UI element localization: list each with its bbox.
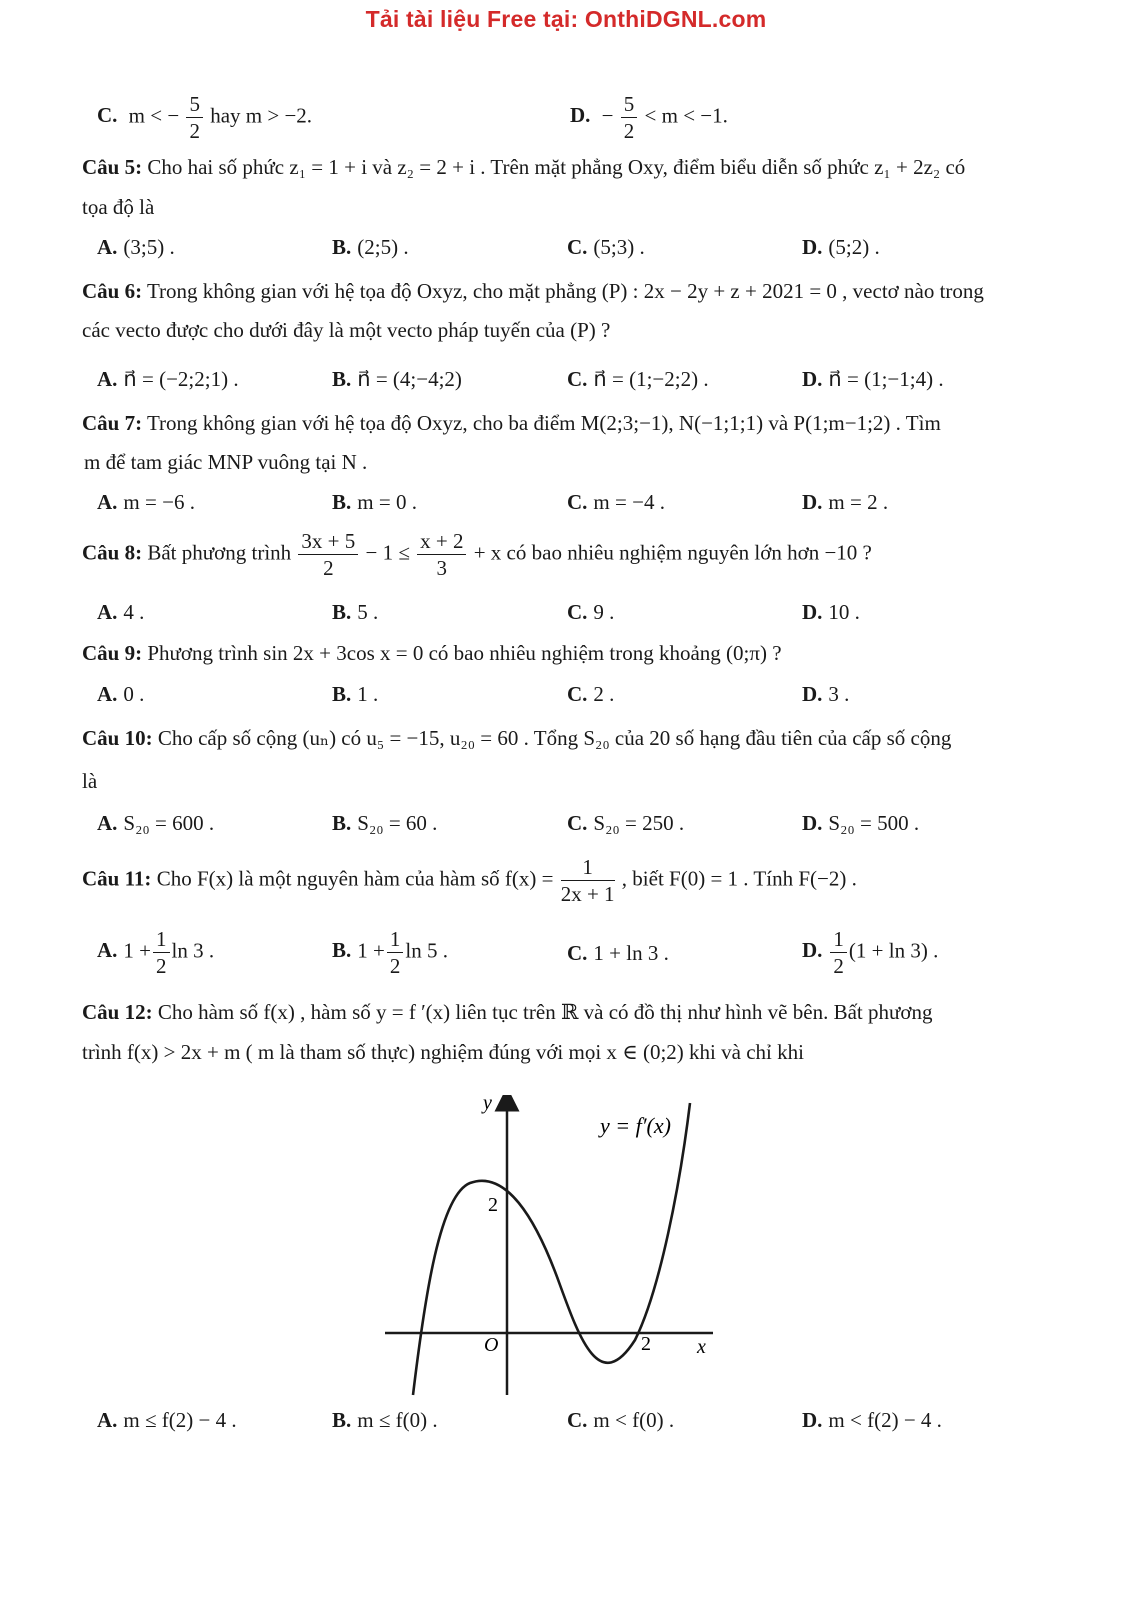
- option-a: [97, 1410, 237, 1431]
- option-b: [332, 813, 437, 834]
- option-a: [97, 369, 239, 390]
- option-c: [567, 813, 684, 834]
- option-text: (5;3) .: [593, 235, 645, 259]
- option-d: [802, 602, 860, 623]
- fraction: [417, 530, 466, 579]
- question-number: Câu 5:: [82, 155, 143, 179]
- option-label: C.: [97, 103, 118, 128]
- option-label: A.: [97, 1408, 118, 1432]
- option-text: 1 .: [357, 682, 379, 706]
- option-label: B.: [332, 938, 352, 963]
- option-d: [802, 1410, 942, 1431]
- option-label: B.: [332, 600, 352, 624]
- question-stem: [82, 643, 1057, 664]
- option-label: C.: [567, 941, 588, 965]
- option-text: (3;5) .: [123, 235, 175, 259]
- question-number: Câu 10:: [82, 726, 153, 750]
- option-label: B.: [332, 811, 352, 835]
- y-axis-label: y: [483, 1095, 492, 1114]
- fraction: [153, 928, 170, 977]
- fraction-denominator: 2: [323, 556, 334, 581]
- option-b: [332, 602, 378, 623]
- option-c: [567, 1410, 674, 1431]
- option-label: D.: [802, 490, 823, 514]
- option-text: S₂₀ = 500 .: [828, 811, 920, 835]
- option-c: [97, 93, 312, 142]
- option-label: C.: [567, 1408, 588, 1432]
- option-text: m = 2 .: [828, 490, 889, 514]
- fraction-denominator: 2: [189, 119, 200, 144]
- fraction: [387, 928, 404, 977]
- question-stem-line2: tọa độ là: [82, 195, 155, 219]
- question-stem: [82, 1002, 1057, 1023]
- option-label: D.: [570, 103, 591, 128]
- option-text: 4 .: [123, 600, 145, 624]
- option-a: [97, 602, 144, 623]
- option-text: 1 + ln 3 .: [593, 941, 669, 965]
- question-stem-line2: trình f(x) > 2x + m ( m là tham số thực) nghiệm đúng với mọi x ∈ (0;2) khi và chỉ khi: [82, 1040, 804, 1064]
- option-text: (2;5) .: [357, 235, 409, 259]
- option-label: B.: [332, 682, 352, 706]
- question-stem: [82, 157, 1057, 178]
- option-label: A.: [97, 811, 118, 835]
- question-number: Câu 6:: [82, 279, 143, 303]
- option-text: m < f(2) − 4 .: [828, 1408, 942, 1432]
- option-text: 2 .: [593, 682, 615, 706]
- question-number: Câu 9:: [82, 641, 143, 665]
- question-text: Phương trình sin 2x + 3cos x = 0 có bao nhiêu nghiệm trong khoảng (0;π) ?: [147, 641, 782, 665]
- option-text: m = −6 .: [123, 490, 195, 514]
- option-a: [97, 237, 175, 258]
- option-label: C.: [567, 235, 588, 259]
- fraction-numerator: 1: [830, 928, 847, 953]
- option-text: S₂₀ = 60 .: [357, 811, 438, 835]
- option-text: 9 .: [593, 600, 615, 624]
- question-text: + x có bao nhiêu nghiệm nguyên lớn hơn −10 ?: [473, 540, 872, 565]
- fraction-denominator: 2: [833, 954, 844, 979]
- fraction-numerator: 3x + 5: [298, 530, 358, 555]
- option-b: [332, 237, 409, 258]
- fraction-denominator: 3: [436, 556, 448, 581]
- option-b: [332, 369, 462, 390]
- option-label: D.: [802, 367, 823, 391]
- option-text-post: ln 3 .: [171, 938, 215, 963]
- origin-label: O: [484, 1334, 499, 1356]
- question-text: Cho hàm số f(x) , hàm số y = f ′(x) liên tục trên ℝ và có đồ thị như hình vẽ bên. Bất phương: [157, 1000, 933, 1024]
- question-number: Câu 11:: [82, 866, 152, 891]
- option-c: [567, 492, 665, 513]
- fraction: [298, 530, 358, 579]
- question-text: Bất phương trình: [147, 540, 292, 565]
- option-text: n⃗ = (4;−4;2): [357, 367, 462, 391]
- question-stem: [82, 413, 1057, 434]
- question-number: Câu 7:: [82, 411, 143, 435]
- option-text-pre: −: [601, 103, 614, 128]
- fraction-denominator: 2: [156, 954, 167, 979]
- question-text: Cho cấp số cộng (uₙ) có u₅ = −15, u₂₀ = 60 . Tổng S₂₀ của 20 số hạng đầu tiên của cấp số cộng: [157, 726, 952, 750]
- option-text-pre: 1 +: [123, 938, 152, 963]
- question-number: Câu 12:: [82, 1000, 153, 1024]
- option-d: [802, 369, 944, 390]
- fraction-numerator: 1: [561, 856, 615, 881]
- option-label: D.: [802, 1408, 823, 1432]
- fraction-denominator: 2: [389, 954, 401, 979]
- question-text: Trong không gian với hệ tọa độ Oxyz, cho mặt phẳng (P) : 2x − 2y + z + 2021 = 0 , vectơ nào trong: [146, 279, 984, 303]
- x-tick-label: 2: [641, 1333, 651, 1355]
- option-text: S₂₀ = 600 .: [123, 811, 215, 835]
- fraction-numerator: x + 2: [417, 530, 466, 555]
- fraction: [621, 93, 638, 142]
- question-text: Cho F(x) là một nguyên hàm của hàm số f(x) =: [156, 866, 554, 891]
- option-text: 3 .: [828, 682, 850, 706]
- fraction-denominator: 2: [623, 119, 635, 144]
- option-c: [567, 237, 645, 258]
- option-label: A.: [97, 490, 118, 514]
- option-d: [802, 237, 880, 258]
- fraction-numerator: 1: [387, 928, 404, 953]
- option-b: [332, 684, 378, 705]
- question-text: , biết F(0) = 1 . Tính F(−2) .: [621, 866, 857, 891]
- fraction: [561, 856, 615, 905]
- option-text: m ≤ f(2) − 4 .: [123, 1408, 237, 1432]
- option-a: [97, 928, 214, 977]
- option-label: B.: [332, 490, 352, 514]
- option-text-pre: 1 +: [357, 938, 385, 963]
- option-a: [97, 684, 144, 705]
- x-axis-label: x: [697, 1336, 706, 1358]
- option-text-post: ln 5 .: [405, 938, 448, 963]
- option-text: n⃗ = (−2;2;1) .: [123, 367, 239, 391]
- option-label: A.: [97, 600, 118, 624]
- option-a: [97, 492, 195, 513]
- fraction-numerator: 5: [186, 93, 203, 118]
- option-label: A.: [97, 938, 118, 963]
- option-label: D.: [802, 235, 823, 259]
- option-text-post: (1 + ln 3) .: [848, 938, 939, 963]
- option-text: (5;2) .: [828, 235, 880, 259]
- fraction-numerator: 5: [621, 93, 638, 118]
- question-number: Câu 8:: [82, 540, 143, 565]
- option-text: n⃗ = (1;−1;4) .: [828, 367, 944, 391]
- option-label: D.: [802, 600, 823, 624]
- option-c: [567, 602, 614, 623]
- option-c: [567, 684, 614, 705]
- option-text: 5 .: [357, 600, 379, 624]
- option-label: C.: [567, 600, 588, 624]
- option-d: [570, 93, 728, 142]
- option-text: m < f(0) .: [593, 1408, 675, 1432]
- option-d: [802, 813, 919, 834]
- question-text: Cho hai số phức z₁ = 1 + i và z₂ = 2 + i . Trên mặt phẳng Oxy, điểm biểu diễn số phức z₁ + 2z₂ có: [147, 155, 966, 179]
- fraction-denominator: 2x + 1: [560, 882, 615, 907]
- option-label: D.: [802, 938, 823, 963]
- option-label: A.: [97, 367, 118, 391]
- option-label: C.: [567, 682, 588, 706]
- option-b: [332, 1410, 438, 1431]
- option-text-post: < m < −1.: [644, 103, 728, 128]
- source-banner[interactable]: Tải tài liệu Free tại: OnthiDGNL.com: [365, 6, 767, 32]
- y-tick-label: 2: [488, 1194, 498, 1216]
- option-text: 10 .: [828, 600, 860, 624]
- option-a: [97, 813, 214, 834]
- derivative-graph: [385, 1095, 725, 1400]
- question-stem: [82, 728, 1057, 749]
- fraction-numerator: 1: [153, 928, 170, 953]
- option-text: n⃗ = (1;−2;2) .: [593, 367, 709, 391]
- option-text: m = −4 .: [593, 490, 665, 514]
- option-text: m ≤ f(0) .: [357, 1408, 438, 1432]
- option-label: C.: [567, 367, 588, 391]
- option-text: S₂₀ = 250 .: [593, 811, 685, 835]
- option-text-pre: m < −: [128, 103, 180, 128]
- option-c: [567, 369, 709, 390]
- option-label: A.: [97, 682, 118, 706]
- fraction: [830, 928, 847, 977]
- question-text: Trong không gian với hệ tọa độ Oxyz, cho ba điểm M(2;3;−1), N(−1;1;1) và P(1;m−1;2) . Tìm: [146, 411, 941, 435]
- option-label: B.: [332, 235, 352, 259]
- option-label: D.: [802, 682, 823, 706]
- option-label: B.: [332, 1408, 352, 1432]
- question-text: − 1 ≤: [365, 540, 410, 565]
- option-b: [332, 928, 448, 977]
- option-label: C.: [567, 811, 588, 835]
- question-stem: [82, 530, 1057, 579]
- option-text: m = 0 .: [357, 490, 417, 514]
- question-stem: [82, 281, 1057, 302]
- question-stem: [82, 856, 1057, 905]
- curve-label: y = f′(x): [600, 1113, 671, 1138]
- fraction: [186, 93, 203, 142]
- option-label: D.: [802, 811, 823, 835]
- option-d: [802, 492, 888, 513]
- question-stem-line2: các vecto được cho dưới đây là một vecto pháp tuyến của (P) ?: [82, 318, 611, 342]
- option-b: [332, 492, 417, 513]
- option-label: B.: [332, 367, 352, 391]
- option-d: [802, 684, 849, 705]
- option-c: [567, 943, 669, 964]
- question-stem-line2: m để tam giác MNP vuông tại N .: [84, 450, 368, 474]
- option-label: A.: [97, 235, 118, 259]
- option-text: 0 .: [123, 682, 145, 706]
- question-stem-line2: là: [82, 769, 98, 793]
- option-text-post: hay m > −2.: [210, 103, 313, 128]
- option-d: [802, 928, 938, 977]
- option-label: C.: [567, 490, 588, 514]
